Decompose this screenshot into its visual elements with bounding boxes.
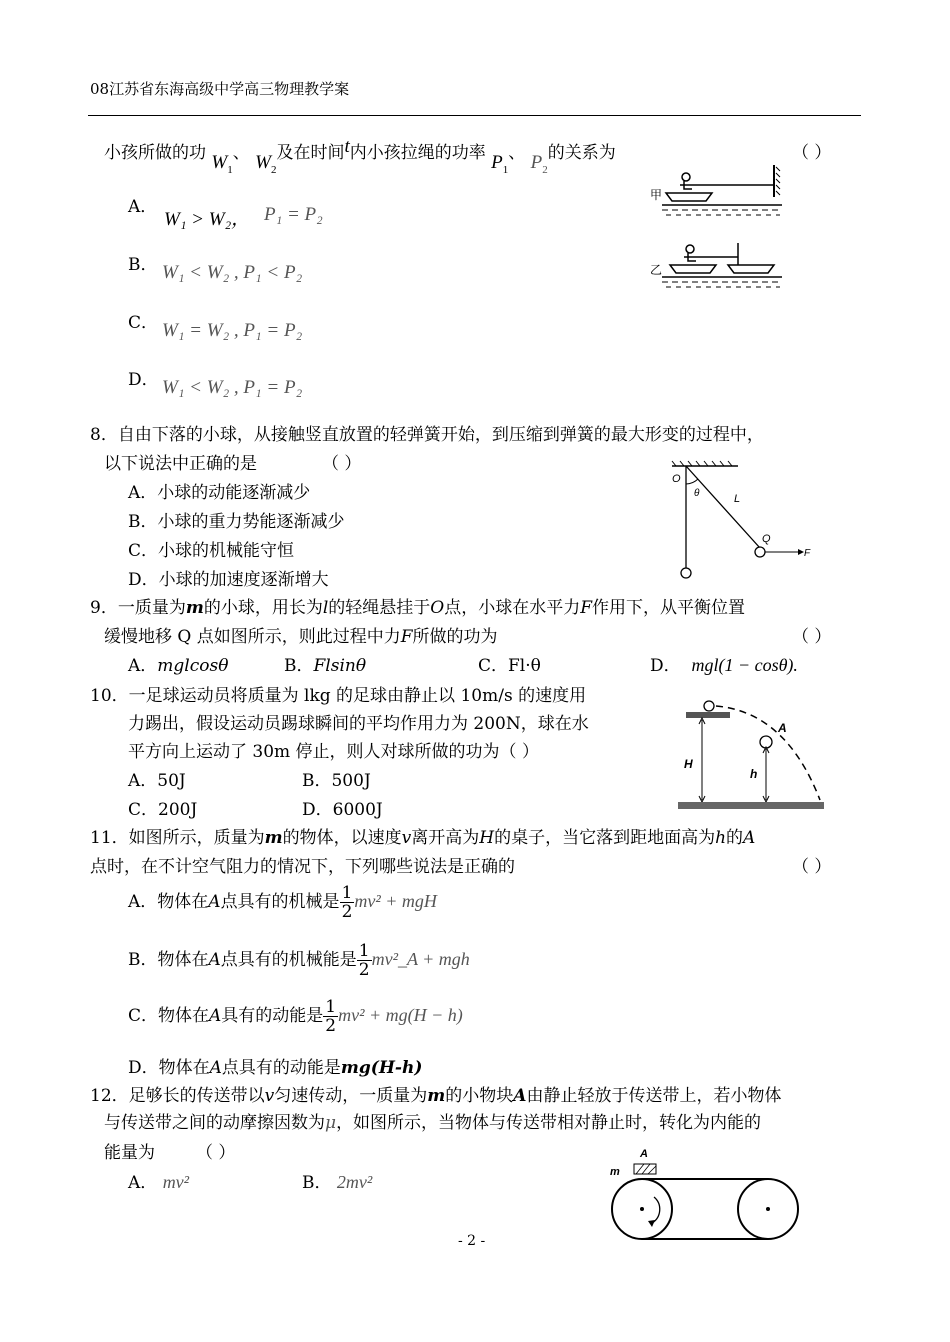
q12-option-b-text: 2mv² [336,1172,373,1192]
q9-l1a: 9．一质量为 [90,598,186,618]
q9-option-c-label: C． [478,656,509,676]
q9-option-b [284,651,366,676]
wall-hatch-jia [776,167,780,195]
fig-jia-label: 甲 [650,188,663,202]
q11-option-d-b: 点具有的动能是 [221,1058,341,1078]
q10-option-b: B．500J [302,771,371,791]
q11-m: m [264,828,283,848]
q7-p2-sub: 2 [542,163,548,176]
q11-option-d-expr: mg(H-h) [340,1058,423,1078]
boat-yi-1 [670,265,716,273]
pulley-left-axle [640,1207,644,1211]
ball-q [755,547,765,557]
q11-option-b-frac-d: 2 [358,960,370,980]
q8-option-d: D．小球的加速度逐渐增大 [128,570,329,590]
conveyor-figure [604,1145,804,1245]
q11-option-d-text: D．物体在 [128,1058,210,1078]
rotation-arrowhead [648,1220,655,1227]
fig-yi-label: 乙 [650,263,663,277]
q12-option-a-label: A． [128,1173,158,1193]
q11-option-a-a: A [208,892,221,912]
q11-option-c-b: 具有的动能是 [221,1006,324,1026]
q7-option-d-text: W₁ < W₂ , P₁ = P₂ [162,377,303,398]
q11-option-b-frac-n: 1 [358,941,370,961]
q8-line1: 8．自由下落的小球，从接触竖直放置的轻弹簧开始，到压缩到弹簧的最大形变的过程中， [90,425,764,445]
q7-sep2: 、 [508,143,526,163]
q11-option-a-expr: mv² + mgH [354,891,437,911]
q12-option-b [302,1168,372,1193]
child-yi-body [684,253,700,261]
q12-l1c: 的小物块 [445,1086,514,1106]
header-rule [88,115,861,116]
q12-line2 [104,1108,761,1133]
q7-option-d-label: D． [128,370,159,390]
q9-option-d [650,651,798,676]
q12-A: A [513,1086,527,1106]
q11-l1b: 的物体，以速度 [282,828,402,848]
q11-A: A [743,828,756,848]
q12-paren: （ ） [196,1143,236,1163]
q11-l1a: 11．如图所示，质量为 [90,828,265,848]
q7-stem-c: 内小孩拉绳的功率 [349,143,486,163]
q12-line1 [90,1081,781,1106]
q11-paren: （ ） [792,857,832,877]
q10-line3: 平方向上运动了 30m 停止，则人对球所做的功为（ ） [128,742,539,762]
q7-p2: P [530,152,543,173]
pendulum-figure [668,460,818,585]
rope-deflected [686,466,760,548]
q12-option-b-label: B． [302,1173,332,1193]
q8-option-c: C．小球的机械能守恒 [128,541,295,561]
q11-option-b [128,942,470,979]
q7-boat-figure [640,155,790,305]
q12-l1a: 12．足够长的传送带以 [90,1086,265,1106]
q11-option-c-a: A [209,1006,222,1026]
q11-option-a-frac-d: 2 [341,902,353,922]
q9-option-b-label: B． [284,656,314,676]
table-top [686,712,730,718]
q11-H: H [479,828,495,848]
q9-option-a [128,651,228,676]
fig-theta-label: θ [694,488,700,499]
q11-option-d [128,1053,422,1078]
q11-option-a-frac-n: 1 [341,883,353,903]
boat-yi-2 [728,265,774,273]
q12-l1b: 匀速传动，一质量为 [274,1086,428,1106]
child-jia-head [682,173,690,181]
q7-w1: W [211,152,228,173]
q8-option-a: A．小球的动能逐渐减少 [128,483,311,503]
q7-p1-sub: 1 [502,163,509,176]
q9-l1b: 的小球，用长为 [203,598,323,618]
q7-option-a-p: P₁ = P₂ [264,204,323,225]
ball-bottom [681,568,691,578]
q7-p1: P [491,152,503,173]
q7-w2-sub: 2 [270,163,277,176]
page-number: - 2 - [458,1233,486,1249]
q12-l1d: 由静止轻放于传送带上，若小物体 [526,1086,782,1106]
q11-l1c: 离开高为 [411,828,480,848]
q9-l: l [322,598,329,618]
child-yi-head [686,245,694,253]
q10-line2: 力踢出，假设运动员踢球瞬间的平均作用力为 200N，球在水 [128,714,589,734]
q8-line2: 以下说法中正确的是 [104,454,257,474]
q12-l2a: 与传送带之间的动摩擦因数为 [104,1113,325,1133]
q9-l1e: 作用下，从平衡位置 [592,598,745,618]
pulley-right-axle [766,1207,770,1211]
q11-option-b-text: B．物体在 [128,950,209,970]
q11-option-b-expr: mv²_A + mgh [371,949,470,969]
fig-m-label: m [610,1166,620,1178]
q9-paren: （ ） [792,627,832,647]
q12-v: v [264,1086,275,1106]
q12-line3: 能量为 [104,1143,155,1163]
q9-f2: F [400,627,413,647]
q8-paren: （ ） [322,454,362,474]
q7-paren: （ ） [792,143,832,163]
q11-option-c-frac-d: 2 [325,1016,337,1036]
q11-option-c-expr: mv² + mg(H − h) [338,1005,463,1025]
q12-m: m [427,1086,446,1106]
q11-option-a-text: A．物体在 [128,892,209,912]
fig-f-label: F [804,548,811,559]
q9-l1d: 点，小球在水平力 [444,598,581,618]
q9-l2a: 缓慢地移 Q 点如图所示，则此过程中力 [104,627,401,647]
boat-jia [666,193,712,201]
q12-l2b: ，如图所示，当物体与传送带相对静止时，转化为内能的 [336,1113,762,1133]
q7-option-a-label: A． [128,197,158,217]
page-header-title: 08江苏省东海高级中学高三物理教学案 [90,80,350,98]
q9-l1c: 的轻绳悬挂于 [328,598,431,618]
fig-H-label: H [684,757,693,771]
q11-line2: 点时，在不计空气阻力的情况下，下列哪些说法是正确的 [90,857,515,877]
q7-option-b-text: W₁ < W₂ , P₁ < P₂ [162,262,303,283]
q9-option-c [478,651,541,676]
q7-w1-sub: 1 [227,163,233,176]
q9-option-d-text: mgl(1 − cosθ). [691,655,798,675]
q9-line2 [104,622,498,647]
q7-t: t [344,136,350,157]
q11-v: v [401,828,412,848]
q7-stem-d: 的关系为 [547,143,616,163]
q12-option-a [128,1168,189,1193]
q10-option-d: D．6000J [302,800,383,820]
q7-stem-a: 小孩所做的功 [104,143,206,163]
q8-option-b: B．小球的重力势能逐渐减少 [128,512,345,532]
table-projectile-figure [676,696,826,814]
q7-option-c-text: W₁ = W₂ , P₁ = P₂ [162,320,303,341]
q11-option-c [128,998,463,1035]
theta-arc [686,479,698,484]
q11-option-b-a: A [208,950,221,970]
ground [678,802,824,809]
fig-l-label: L [734,493,741,505]
q11-l1e: 的 [726,828,744,848]
q7-stem [104,136,616,176]
q7-w2: W [255,152,271,173]
child-jia-body [680,181,696,189]
q7-sep1: 、 [232,143,250,163]
q11-option-c-frac-n: 1 [325,997,337,1017]
fig-h-label: h [750,767,758,781]
q9-m: m [185,598,204,618]
q9-option-c-text: Fl·θ [508,656,541,676]
q11-option-b-b: 点具有的机械能是 [220,950,357,970]
q7-option-c-label: C． [128,313,159,333]
q7-option-a-w: W₁ > W₂， [164,209,251,230]
q9-l2b: 所做的功为 [412,627,498,647]
q12-mu: μ [325,1113,337,1133]
fig-a-label: A [778,721,787,735]
rotation-arrow [652,1197,660,1223]
q9-option-d-label: D． [650,656,681,676]
object-on-table [704,701,714,711]
q9-option-b-text: Flsinθ [313,656,367,676]
q12-option-a-text: mv² [162,1172,190,1192]
q11-option-a [128,884,437,921]
q7-option-b-label: B． [128,255,158,275]
fig-o-label: O [672,473,681,485]
trajectory [716,706,820,800]
q11-option-d-a: A [209,1058,222,1078]
q7-stem-b: 及在时间 [276,143,345,163]
q11-l1d: 的桌子，当它落到距地面高为 [494,828,716,848]
fig-q-label: Q [762,533,771,545]
q9-option-a-label: A． [128,656,158,676]
q11-line1 [90,823,755,848]
q10-option-c: C．200J [128,800,198,820]
q11-option-c-text: C．物体在 [128,1006,210,1026]
q9-option-a-text: mglcosθ [157,656,229,676]
q9-line1 [90,593,745,618]
q11-h: h [715,828,727,848]
q9-o: O [430,598,445,618]
q9-f: F [580,598,592,618]
q10-option-a: A．50J [128,771,186,791]
q10-line1: 10．一足球运动员将质量为 lkg 的足球由静止以 10m/s 的速度用 [90,686,587,706]
fig-a-label: A [640,1148,648,1160]
q11-option-a-b: 点具有的机械是 [220,892,340,912]
